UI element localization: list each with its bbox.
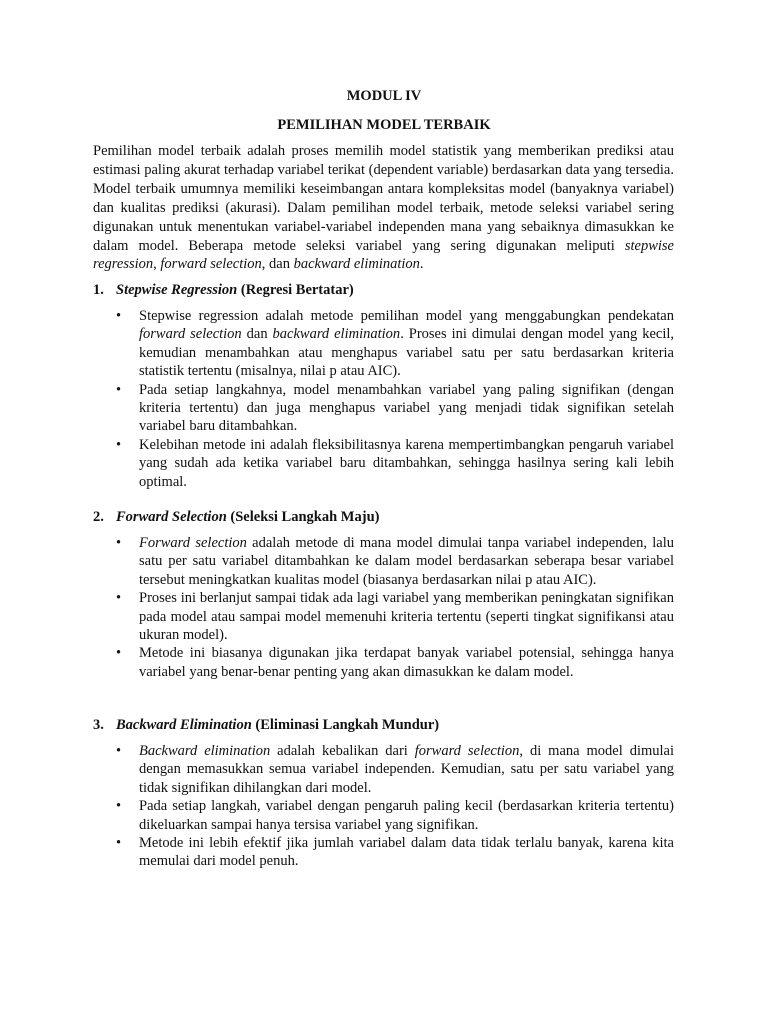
intro-term-stepwise: stepwise regression bbox=[93, 237, 674, 273]
list-item: • Kelebihan metode ini adalah fleksibilitasnya karena mempertimbangkan pengaruh variabel yang sudah ada ketika variabel baru ditambahkan, sehingga hasilnya sering kali lebih optimal. bbox=[139, 436, 674, 491]
bullet-term: backward elimination bbox=[272, 326, 401, 343]
bullet-text: dan bbox=[241, 326, 273, 343]
section-heading-stepwise bbox=[93, 281, 674, 299]
bullet-text: Stepwise regression adalah metode pemilihan model yang menggabungkan pendekatan bbox=[139, 308, 674, 324]
list-item: • Pada setiap langkah, variabel dengan pengaruh paling kecil (berdasarkan kriteria tertentu) dikeluarkan sampai hanya tersisa variabel yang signifikan. bbox=[139, 797, 674, 834]
list-item: • Metode ini lebih efektif jika jumlah variabel dalam data tidak terlalu banyak, karena kita memulai dari model penuh. bbox=[139, 834, 674, 871]
list-item bbox=[139, 534, 674, 589]
intro-separator-1: , bbox=[153, 256, 161, 273]
intro-end: . bbox=[419, 256, 424, 273]
section-title-id: (Regresi Bertatar) bbox=[237, 282, 354, 298]
bullet-text: , di mana model dimulai dengan memasukkan semua variabel independen. Kemudian, satu per satu variabel yang tidak signifikan dihilangkan dari model. bbox=[139, 743, 674, 796]
intro-separator-2: , dan bbox=[261, 256, 294, 273]
module-main-title: PEMILIHAN MODEL TERBAIK bbox=[277, 117, 491, 133]
bullet-term: forward selection bbox=[139, 326, 242, 343]
intro-text: Pemilihan model terbaik adalah proses memilih model statistik yang memberikan prediksi atau estimasi paling akurat terhadap variabel terikat (dependent variable) berdasarkan data yang tersedia. Model terbaik umumnya memiliki keseimbangan antara kompleksitas model (banyaknya variabel) dan kualitas prediksi (akurasi). Dalam pemilihan model terbaik, metode seleksi variabel sering digunakan untuk menentukan variabel-variabel independen mana yang sebaiknya dimasukkan ke dalam model. Beberapa metode seleksi variabel yang sering digunakan meliputi bbox=[93, 143, 674, 254]
section-heading-backward bbox=[93, 716, 674, 734]
intro-paragraph bbox=[93, 142, 674, 274]
bullet-term: Backward elimination bbox=[139, 743, 271, 759]
intro-term-forward: forward selection bbox=[160, 256, 262, 273]
section-title-en: Forward Selection bbox=[116, 509, 227, 525]
bullet-term: Forward selection bbox=[139, 535, 247, 551]
section-number: 2. bbox=[93, 509, 104, 525]
section-title-id: (Eliminasi Langkah Mundur) bbox=[251, 717, 440, 733]
bullet-list-backward bbox=[139, 742, 674, 871]
list-item bbox=[139, 307, 674, 381]
bullet-text: adalah kebalikan dari bbox=[270, 743, 415, 759]
list-item: • Metode ini biasanya digunakan jika terdapat banyak variabel potensial, sehingga hanya variabel yang benar-benar penting yang akan dimasukkan ke dalam model. bbox=[139, 644, 674, 681]
bullet-list-stepwise bbox=[139, 307, 674, 491]
list-item bbox=[139, 742, 674, 797]
section-title-id: (Seleksi Langkah Maju) bbox=[226, 509, 380, 525]
list-item: • Pada setiap langkahnya, model menambahkan variabel yang paling signifikan (dengan kriteria tertentu) dan juga menghapus variabel yang menjadi tidak signifikan setelah variabel baru ditambahkan. bbox=[139, 381, 674, 436]
intro-term-backward: backward elimination bbox=[293, 256, 420, 273]
list-item: • Proses ini berlanjut sampai tidak ada lagi variabel yang memberikan peningkatan signifikan pada model atau sampai model memenuhi kriteria tertentu (seperti tingkat signifikansi atau ukuran model). bbox=[139, 589, 674, 644]
section-number: 1. bbox=[93, 282, 104, 298]
section-title-en: Backward Elimination bbox=[116, 717, 252, 733]
bullet-term: forward selection bbox=[414, 743, 520, 759]
bullet-text: adalah metode di mana model dimulai tanpa variabel independen, lalu satu per satu variabel ditambahkan ke dalam model berdasarkan seberapa besar variabel tersebut meningkatkan kualitas model (biasanya berdasarkan nilai p atau AIC). bbox=[139, 535, 674, 588]
module-number-title: MODUL IV bbox=[346, 88, 422, 104]
bullet-text: . Proses ini dimulai dengan model yang kecil, kemudian menambahkan atau menghapus variabel satu per satu berdasarkan kriteria statistik tertentu (misalnya, nilai p atau AIC). bbox=[139, 326, 675, 380]
section-heading-forward bbox=[93, 508, 674, 526]
section-title-en: Stepwise Regression bbox=[116, 282, 238, 298]
section-number: 3. bbox=[93, 717, 104, 733]
bullet-list-forward bbox=[139, 534, 674, 681]
